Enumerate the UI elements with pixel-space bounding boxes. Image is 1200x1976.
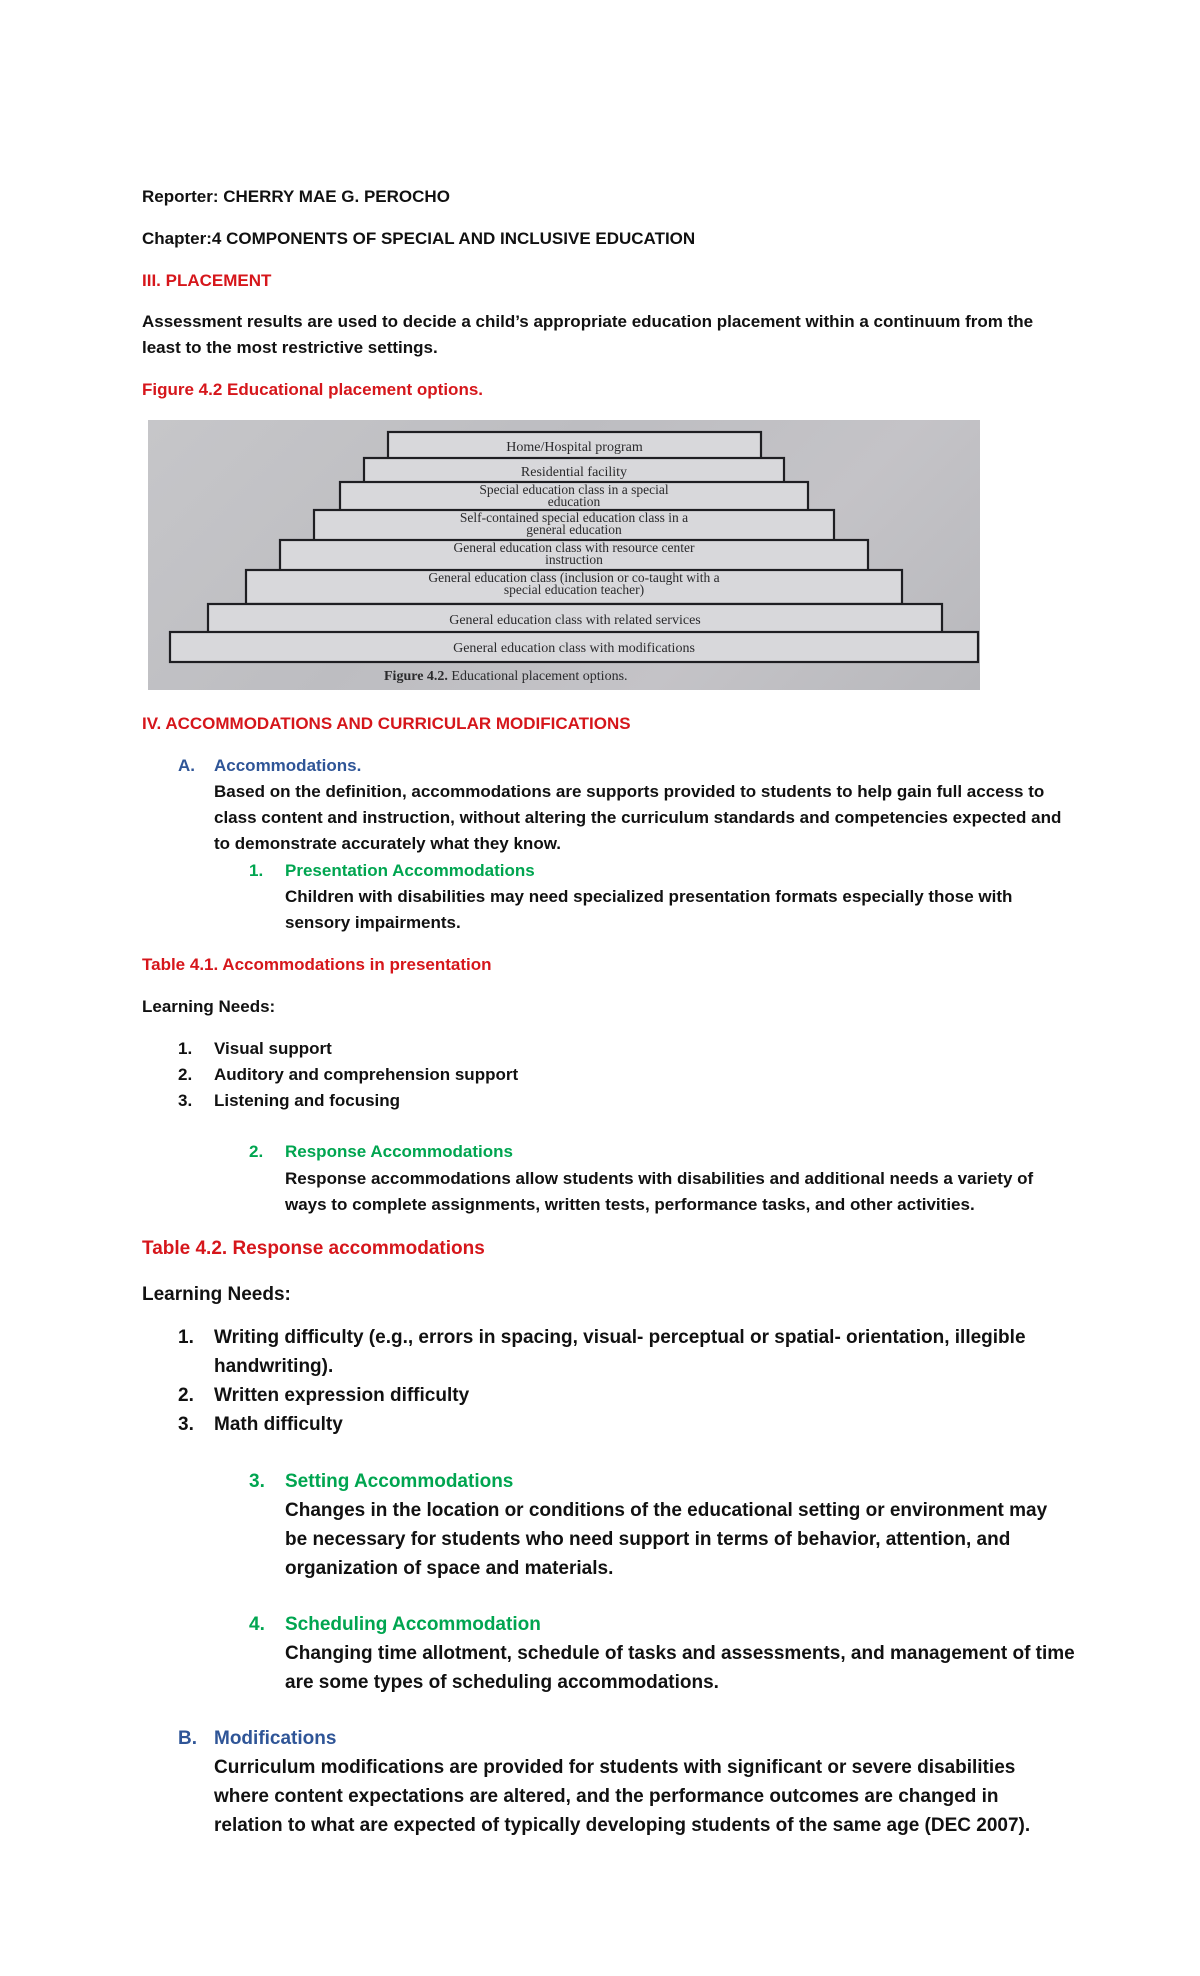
need2-2-marker: 2. bbox=[178, 1385, 194, 1406]
list-marker-b: B. bbox=[178, 1728, 197, 1749]
placement-step-label: General education class with modifications bbox=[453, 641, 695, 656]
placement-staircase bbox=[148, 420, 980, 690]
presentation-paragraph: Children with disabilities may need specialized presentation formats especially those with sensory impairments. bbox=[285, 887, 1013, 932]
reporter-line: Reporter: CHERRY MAE G. PEROCHO bbox=[142, 187, 450, 206]
need-3-marker: 3. bbox=[178, 1091, 193, 1110]
modifications-paragraph: Curriculum modifications are provided for students with significant or severe disabilities where content expectations are altered, and the performance outcomes are changed in relation to what are expected of typically developing students of the same age (DEC 2007). bbox=[214, 1757, 1031, 1836]
modifications-title: Modifications bbox=[214, 1728, 337, 1749]
placement-step bbox=[340, 482, 808, 512]
section-heading-accommodations: IV. ACCOMMODATIONS AND CURRICULAR MODIFICATIONS bbox=[142, 714, 631, 733]
table-4-2-title: Table 4.2. Response accommodations bbox=[142, 1238, 485, 1259]
placement-paragraph: Assessment results are used to decide a child’s appropriate education placement within a continuum from the least to the most restrictive settings. bbox=[142, 312, 1034, 357]
placement-step bbox=[170, 632, 978, 662]
section-heading-placement: III. PLACEMENT bbox=[142, 271, 272, 290]
placement-step-label: Residential facility bbox=[520, 465, 628, 480]
placement-options-figure bbox=[148, 420, 980, 690]
placement-step-label: Home/Hospital program bbox=[506, 440, 643, 455]
placement-step-label: Self-contained special education class in a bbox=[459, 510, 689, 525]
placement-step-label: Special education class in a special bbox=[479, 482, 669, 497]
need-writing-difficulty: Writing difficulty (e.g., errors in spacing, visual- perceptual or spatial- orientation, illegible handwriting). bbox=[214, 1327, 1026, 1377]
setting-accommodations-title: Setting Accommodations bbox=[285, 1471, 514, 1492]
list-marker-a: A. bbox=[178, 756, 195, 775]
setting-paragraph: Changes in the location or conditions of the educational setting or environment may be necessary for students who need support in terms of behavior, attention, and organization of space and materials. bbox=[285, 1500, 1048, 1579]
placement-step-label: general education bbox=[526, 522, 622, 537]
need-2-marker: 2. bbox=[178, 1065, 193, 1084]
scheduling-paragraph: Changing time allotment, schedule of tasks and assessments, and management of time are some types of scheduling accommodations. bbox=[285, 1643, 1075, 1693]
placement-step-label: education bbox=[547, 494, 601, 509]
chapter-title: Chapter:4 COMPONENTS OF SPECIAL AND INCLUSIVE EDUCATION bbox=[142, 229, 696, 248]
accommodations-paragraph: Based on the definition, accommodations are supports provided to students to help gain full access to class content and instruction, without altering the curriculum standards and competencies expected and to demonstrate accurately what they know. bbox=[214, 782, 1062, 853]
placement-step bbox=[314, 510, 834, 542]
figure-title: Figure 4.2 Educational placement options. bbox=[142, 380, 484, 399]
placement-step-label: General education class with resource center bbox=[453, 540, 695, 555]
need-auditory-support: Auditory and comprehension support bbox=[214, 1065, 519, 1084]
accommodations-title: Accommodations. bbox=[214, 756, 362, 775]
learning-needs-label-2: Learning Needs: bbox=[142, 1284, 291, 1305]
placement-step-label: General education class with related services bbox=[449, 613, 701, 628]
list-marker-1: 1. bbox=[249, 861, 264, 880]
table-4-1-title: Table 4.1. Accommodations in presentation bbox=[142, 955, 492, 974]
placement-step bbox=[280, 540, 868, 572]
need-visual-support: Visual support bbox=[214, 1039, 332, 1058]
need-listening-focusing: Listening and focusing bbox=[214, 1091, 401, 1110]
need2-3-marker: 3. bbox=[178, 1414, 194, 1435]
need-1-marker: 1. bbox=[178, 1039, 193, 1058]
placement-step bbox=[246, 570, 902, 604]
need-written-expression: Written expression difficulty bbox=[214, 1385, 470, 1406]
need2-1-marker: 1. bbox=[178, 1327, 194, 1348]
list-marker-3: 3. bbox=[249, 1471, 265, 1492]
list-marker-2: 2. bbox=[249, 1142, 264, 1161]
response-paragraph: Response accommodations allow students with disabilities and additional needs a variety of ways to complete assignments, written tests, performance tasks, and other activities. bbox=[285, 1169, 1034, 1214]
placement-step-label: instruction bbox=[545, 552, 603, 567]
figure-caption: Figure 4.2. Educational placement options. bbox=[384, 669, 628, 684]
learning-needs-label-1: Learning Needs: bbox=[142, 997, 276, 1016]
placement-step bbox=[388, 432, 761, 460]
placement-step bbox=[364, 458, 784, 484]
placement-step bbox=[208, 604, 942, 634]
list-marker-4: 4. bbox=[249, 1614, 265, 1635]
scheduling-accommodation-title: Scheduling Accommodation bbox=[285, 1614, 541, 1635]
placement-step-label: General education class (inclusion or co-taught with a bbox=[428, 570, 720, 585]
response-accommodations-title: Response Accommodations bbox=[285, 1142, 513, 1161]
need-math-difficulty: Math difficulty bbox=[214, 1414, 343, 1435]
placement-step-label: special education teacher) bbox=[503, 582, 645, 597]
presentation-accommodations-title: Presentation Accommodations bbox=[285, 861, 535, 880]
